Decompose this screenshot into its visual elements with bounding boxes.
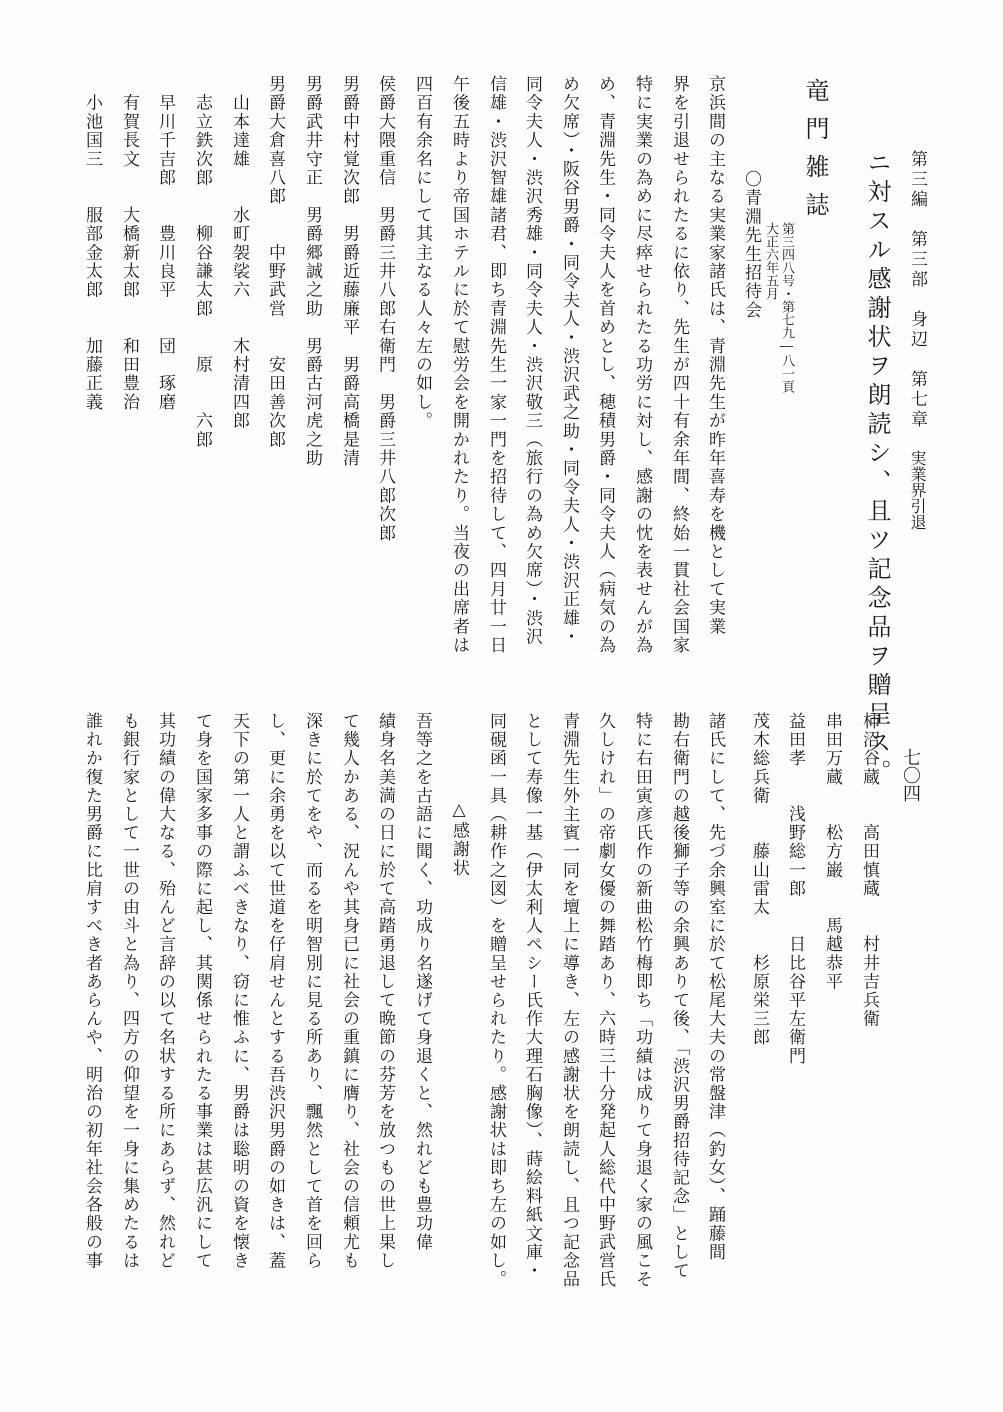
text-line: 信雄・渋沢智雄諸君、即ち青淵先生一家一門を招待して、四月廿一日 [486,75,506,655]
text-line: も銀行家として一世の由斗と為り、四方の仰望を一身に集めたるは [119,712,139,1270]
text-line: 特に右田寅彦氏作の新曲松竹梅即ち「功績は成りて身退く家の風こそ [632,712,652,1289]
running-header [905,150,930,530]
text-line: として寿像一基（伊太利人ペシー氏作大理石胸像）、蒔絵料紙文庫・ [522,712,542,1281]
header-topic: 身辺 [907,310,927,350]
name-row: 早川千吉郎 豊川良平 団 琢磨 [155,75,175,412]
text-line: 青淵先生外主賓一同を壇上に導き、左の感謝状を朗読し、且つ記念品 [559,712,579,1289]
letter-heading: △感謝状 [449,800,469,878]
name-row: 男爵大倉喜八郎 中野武営 安田善次郎 [265,75,285,449]
name-row: 志立鉄次郎 柳谷謙太郎 原 六郎 [192,75,212,449]
name-row: 山本達雄 水町袈裟六 木村清四郎 [229,75,249,431]
text-line: て幾人かある、況んや其身已に社会の重鎮に膺り、社会の信頼尤も [339,712,359,1270]
name-row: 有賀長文 大橋新太郎 和田豊治 [119,75,139,412]
text-line: 京浜間の主なる実業家諸氏は、青淵先生が昨年喜寿を機として実業 [705,75,725,636]
page-number: 七〇四 [900,748,921,802]
name-row: 男爵中村覚次郎 男爵近藤廉平 男爵高橋是清 [339,75,359,468]
name-row: 串田万蔵 松方巌 馬越恭平 [822,712,842,991]
text-line: め、青淵先生・同令夫人を首めとし、穂積男爵・同令夫人（病気の為 [595,75,615,655]
text-line: 午後五時より帝国ホテルに於て慰労会を開かれたり。当夜の出席者は [449,75,469,655]
text-line: 四百有余名にして其主なる人々左の如し。 [412,75,432,431]
header-part: 第三編 [907,150,927,210]
name-row: 益田孝 浅野総一郎 日比谷平左衛門 [785,712,805,1066]
name-row: 侯爵大隈重信 男爵三井八郎右衛門 男爵三井八郎次郎 [375,75,395,543]
source-issue: 第三四八号・第七九―八一頁 [779,222,794,393]
text-line: 其功績の偉大なる、殆んど言辞の以て名状する所にあらず、然れど [155,712,175,1270]
text-line: 勘右衛門の越後獅子等の余興ありて後、「渋沢男爵招待記念」として [669,712,689,1281]
text-line: し、更に余勇を以て世道を仔肩せんとする吾渋沢男爵の如きは、蓋 [265,712,285,1270]
header-chapter-title: 実業界引退 [908,450,927,530]
header-section: 第三部 [907,230,927,290]
text-line: 績身名美満の日に於て高踏勇退して晩節の芬芳を放つもの世上果し [375,712,395,1270]
text-line: 深きに於てをや、而るを明智別に見る所あり、飄然として首を回ら [302,712,322,1270]
source-date: 大正六年五月 [763,222,778,300]
subheading: 〇青淵先生招待会 [741,170,761,320]
text-line: 諸氏にして、先づ余興室に於て松尾大夫の常盤津（釣女）、踊藤間 [705,712,725,1262]
text-line: 同令夫人・渋沢秀雄・同令夫人・渋沢敬三（旅行の為め欠席）・渋沢 [522,75,542,647]
source-title: 竜門雑誌 [801,78,829,230]
header-chapter: 第七章 [907,370,927,430]
text-line: 吾等之を古語に聞く、功成り名遂げて身退くと、然れども豊功偉 [412,712,432,1252]
text-line: て身を国家多事の際に起し、其関係せられたる事業は甚広汎にして [192,712,212,1270]
text-line: 天下の第一人と謂ふべきなり、窃に惟ふに、男爵は聡明の資を懐き [229,712,249,1270]
name-row: 小池国三 服部金太郎 加藤正義 [82,75,102,412]
name-row: 茂木総兵衛 藤山雷太 杉原栄三郎 [749,712,769,1047]
text-line: 誰れか復た男爵に比肩すべき者あらんや、明治の初年社会各般の事 [82,712,102,1270]
name-row: 柿沼谷蔵 高田慎蔵 村井吉兵衛 [859,712,879,1029]
text-line: め欠席）・阪谷男爵・同令夫人・渋沢武之助・同令夫人・渋沢正雄・ [559,75,579,647]
text-line: 界を引退せられたるに依り、先生が四十有余年間、終始一貫社会国家 [669,75,689,655]
text-line: 特に実業の為めに尽瘁せられたる功労に対し、感謝の忱を表せんが為 [632,75,652,655]
section-heading: ニ対スル感謝状ヲ朗読シ、且ツ記念品ヲ贈呈ス。 [863,150,891,788]
text-line: 久しけれ」の帝劇女優の舞踏あり、六時三十分発起人総代中野武営氏 [595,712,615,1289]
text-line: 同硯函一具（耕作之図）を贈呈せられたり。感謝状は即ち左の如し。 [486,712,506,1289]
name-row: 男爵武井守正 男爵郷誠之助 男爵古河虎之助 [302,75,322,468]
